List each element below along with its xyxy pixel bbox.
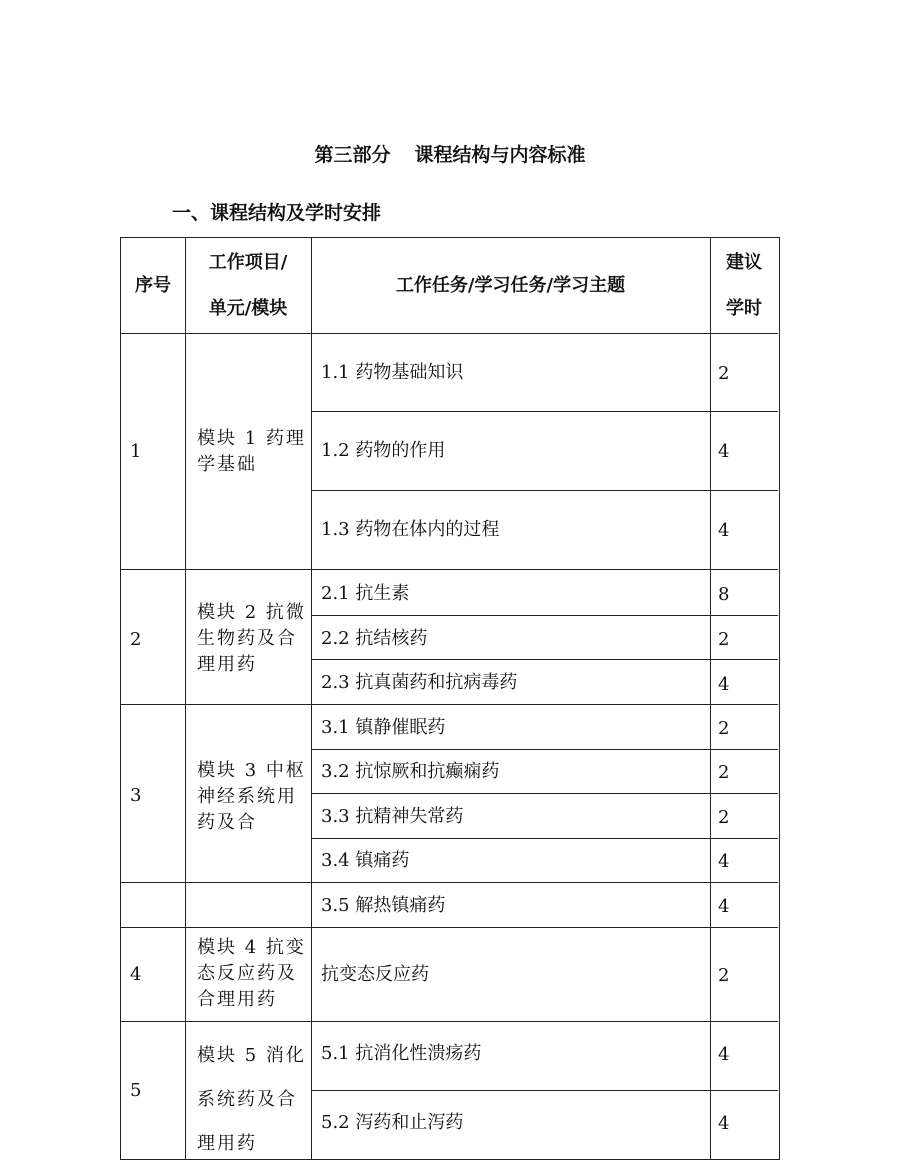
row-seq: 4 [130,964,142,985]
header-module-line1: 工作项目/ [208,252,288,273]
section-heading: 一、课程结构及学时安排 [172,202,382,224]
header-hours-line1: 建议 [726,252,762,273]
row-seq: 2 [130,629,142,650]
hours-cell: 4 [718,1113,730,1134]
hours-cell: 2 [718,762,730,783]
hours-cell: 4 [718,520,730,541]
header-module-line2: 单元/模块 [208,298,288,319]
task-cell: 3.1 镇静催眠药 [321,717,446,738]
row-module: 模块 2 抗微生物药及合理用药 [197,602,306,675]
task-cell: 3.4 镇痛药 [321,850,410,871]
row-module: 模块 4 抗变态反应药及合理用药 [197,937,306,1010]
task-cell: 1.3 药物在体内的过程 [321,519,500,540]
task-cell: 5.1 抗消化性溃疡药 [321,1043,482,1064]
task-cell: 3.3 抗精神失常药 [321,806,464,827]
header-task: 工作任务/学习任务/学习主题 [395,275,626,296]
task-cell: 3.5 解热镇痛药 [321,895,446,916]
hours-cell: 4 [718,441,730,462]
hours-cell: 4 [718,851,730,872]
row-module: 模块 1 药理学基础 [197,428,306,475]
hours-cell: 2 [718,718,730,739]
row-module: 模块 5 消化系统药及合理用药 [197,1045,306,1154]
header-seq: 序号 [135,275,171,296]
task-cell: 2.3 抗真菌药和抗病毒药 [321,672,518,693]
task-cell: 3.2 抗惊厥和抗癫痫药 [321,761,500,782]
header-hours-line2: 学时 [726,298,762,319]
title-text: 课程结构与内容标准 [414,144,586,166]
part-label: 第三部分 [314,144,391,166]
task-cell: 5.2 泻药和止泻药 [321,1112,464,1133]
task-cell: 1.1 药物基础知识 [321,362,464,383]
row-module: 模块 3 中枢神经系统用药及合 [197,760,306,833]
hours-cell: 2 [718,807,730,828]
hours-cell: 8 [718,584,730,605]
hours-cell: 2 [718,363,730,384]
course-structure-table [120,237,780,1160]
hours-cell: 2 [718,965,730,986]
task-cell: 抗变态反应药 [321,964,429,985]
row-seq: 3 [130,785,142,806]
task-cell: 2.1 抗生素 [321,583,410,604]
row-seq: 5 [130,1080,142,1101]
hours-cell: 4 [718,674,730,695]
hours-cell: 4 [718,1044,730,1065]
row-seq: 1 [130,441,142,462]
task-cell: 1.2 药物的作用 [321,440,446,461]
page-title [0,140,900,167]
task-cell: 2.2 抗结核药 [321,628,428,649]
hours-cell: 2 [718,629,730,650]
hours-cell: 4 [718,896,730,917]
